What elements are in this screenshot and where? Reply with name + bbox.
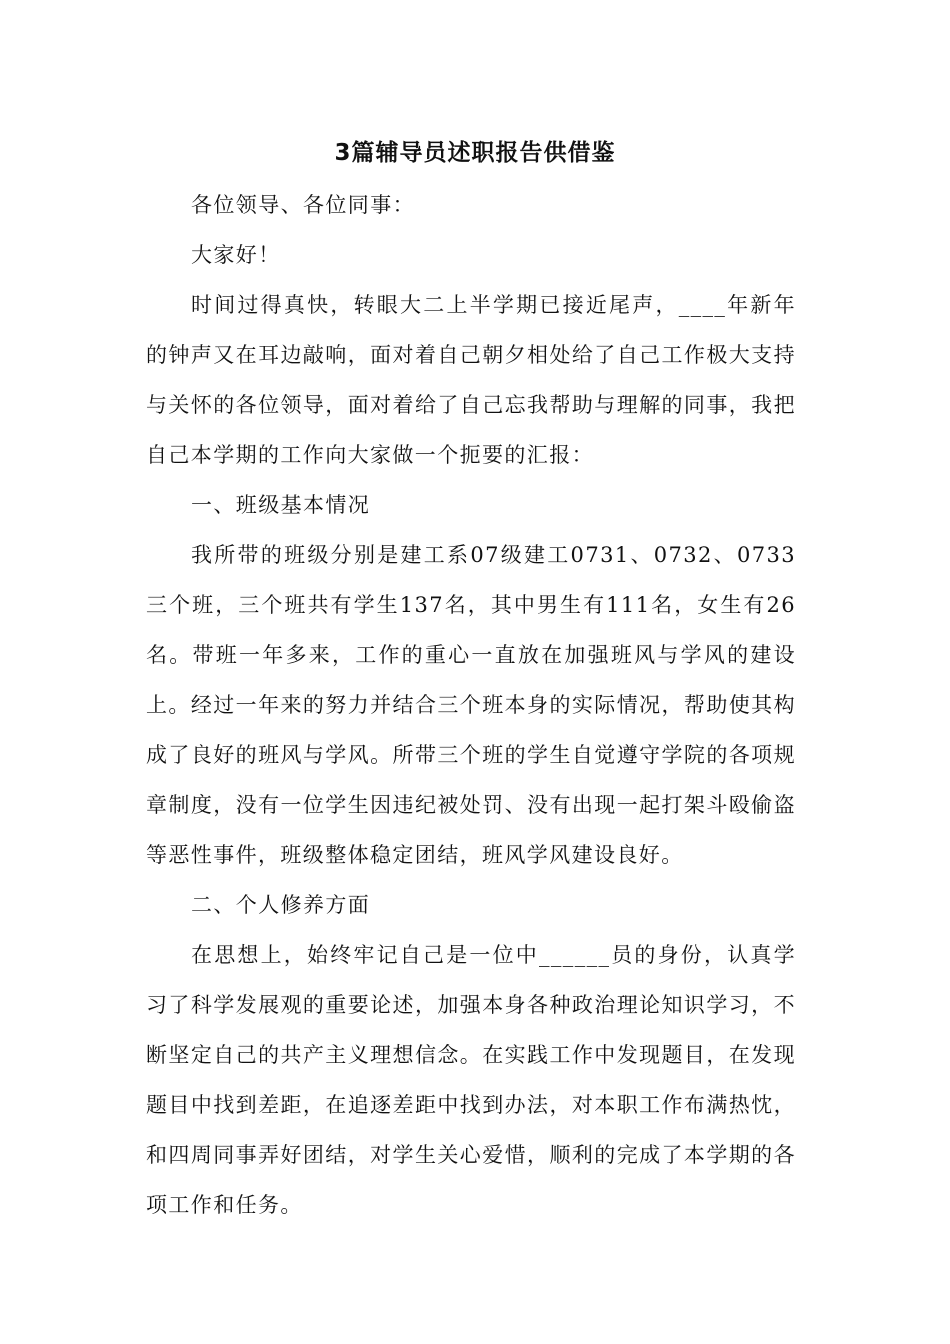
- document-title: 3篇辅导员述职报告供借鉴: [334, 140, 616, 166]
- section-heading-class-info: 一、班级基本情况: [191, 493, 371, 517]
- document-body: [146, 180, 796, 1230]
- class-info-paragraph: 我所带的班级分别是建工系07级建工0731、0732、0733三个班，三个班共有学生137名，其中男生有111名，女生有26名。带班一年多来，工作的重心一直放在加强班风与学风的建设上。经过一年来的努力并结合三个班本身的实际情况，帮助使其构成了良好的班风与学风。所带三个班的学生自觉遵守学院的各项规章制度，没有一位学生因违纪被处罚、没有出现一起打架斗殴偷盗等恶性事件，班级整体稳定团结，班风学风建设良好。: [146, 543, 796, 867]
- intro-paragraph: 时间过得真快，转眼大二上半学期已接近尾声，____年新年的钟声又在耳边敲响，面对着自己朝夕相处给了自己工作极大支持与关怀的各位领导，面对着给了自己忘我帮助与理解的同事，我把自己本学期的工作向大家做一个扼要的汇报：: [146, 293, 796, 467]
- section-heading-personal: 二、个人修养方面: [191, 893, 371, 917]
- personal-paragraph: 在思想上，始终牢记自己是一位中______员的身份，认真学习了科学发展观的重要论述，加强本身各种政治理论知识学习，不断坚定自己的共产主义理想信念。在实践工作中发现题目，在发现题目中找到差距，在追逐差距中找到办法，对本职工作布满热忱，和四周同事弄好团结，对学生关心爱惜，顺利的完成了本学期的各项工作和任务。: [146, 943, 796, 1217]
- salutation-paragraph: 各位领导、各位同事：: [191, 193, 415, 217]
- greeting-paragraph: 大家好！: [191, 243, 281, 267]
